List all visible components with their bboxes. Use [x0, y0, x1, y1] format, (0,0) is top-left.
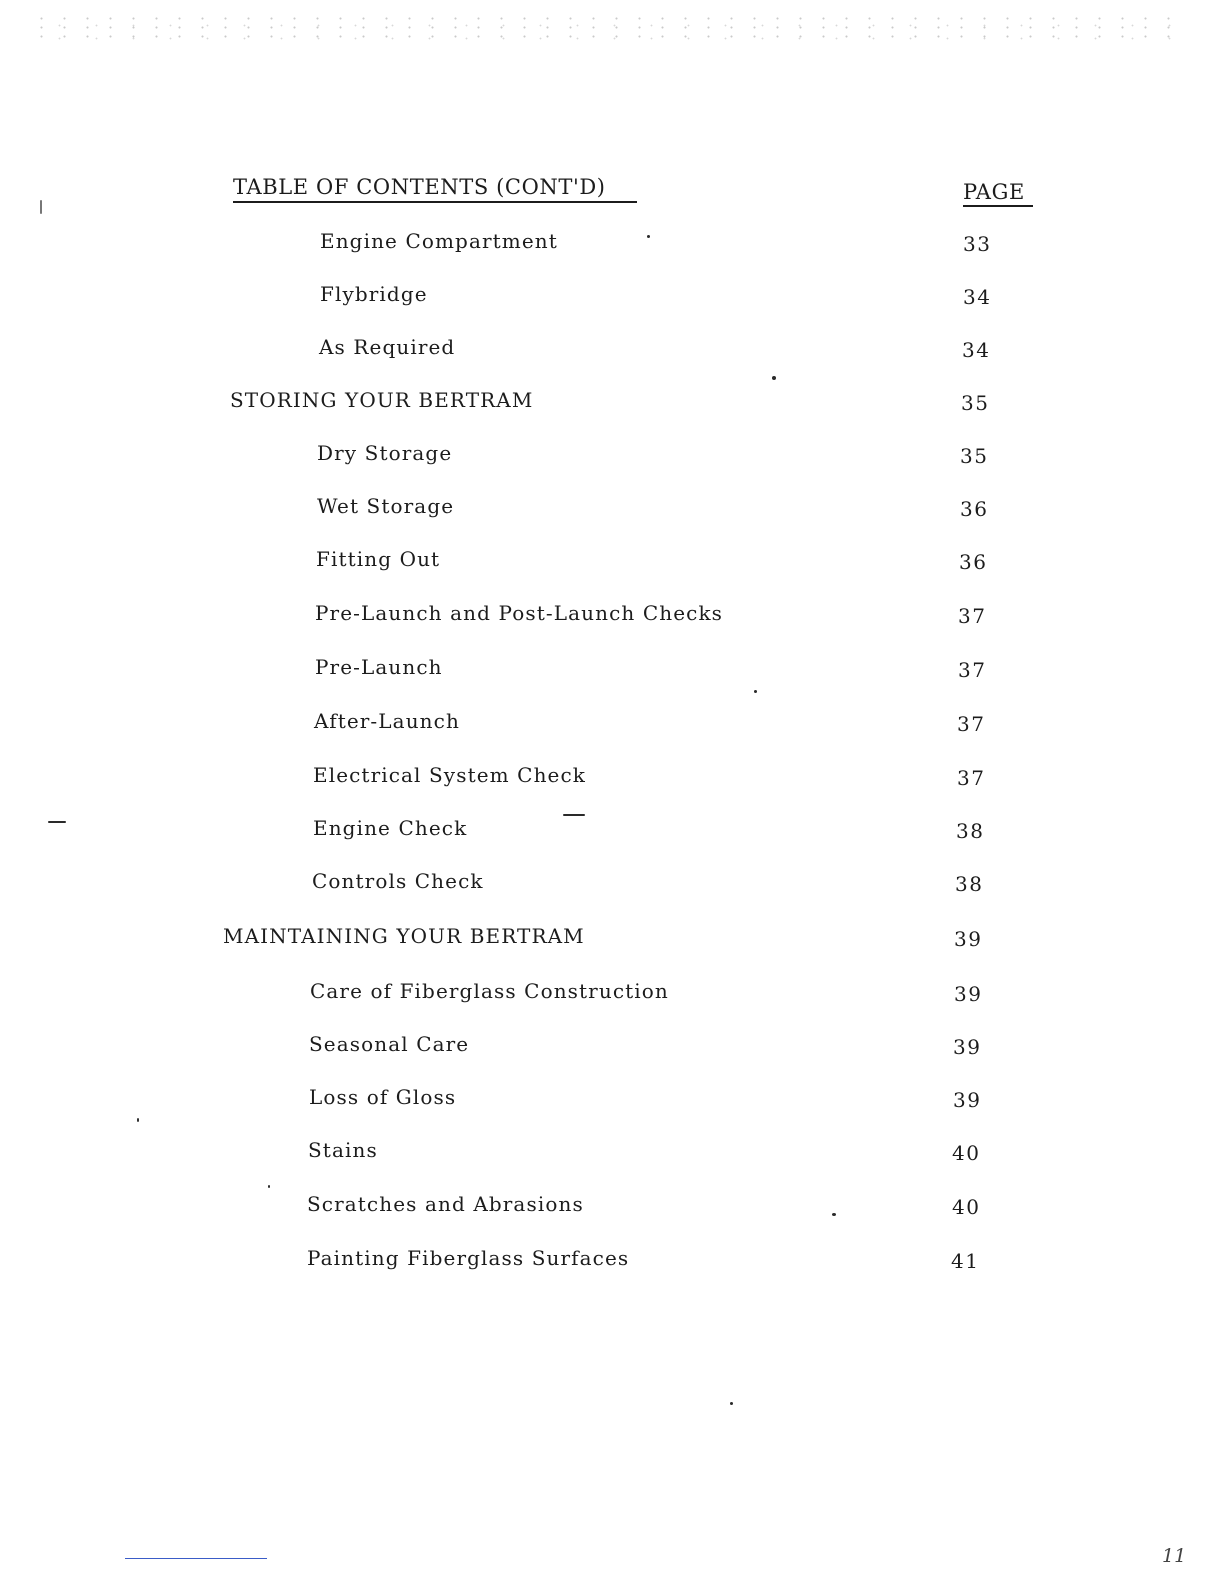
toc-entry: [0, 547, 1224, 577]
scan-speck: [137, 1118, 139, 1122]
toc-entry-page: 41: [951, 1249, 980, 1273]
toc-entry: [0, 816, 1224, 846]
page-column-underline: [963, 205, 1033, 207]
toc-entry-page: 40: [952, 1195, 981, 1219]
toc-entry-page: 33: [963, 232, 992, 256]
scan-speck: [563, 814, 585, 816]
toc-entry: [0, 441, 1224, 471]
toc-entry-page: 39: [953, 1088, 982, 1112]
toc-entry: [0, 869, 1224, 899]
toc-entry: [0, 1246, 1224, 1276]
toc-entry-title: Fitting Out: [316, 547, 441, 571]
toc-entry-title: Loss of Gloss: [309, 1085, 457, 1109]
scan-speck: [40, 200, 42, 214]
toc-entry-title: Painting Fiberglass Surfaces: [307, 1246, 630, 1270]
toc-entry: [0, 709, 1224, 739]
toc-entry-title: Electrical System Check: [313, 763, 587, 787]
scan-speck: [48, 821, 66, 823]
toc-entry: [0, 601, 1224, 631]
toc-entry-title: As Required: [319, 335, 456, 359]
toc-entry-title: Controls Check: [312, 869, 484, 893]
page-number-mark: 11: [1162, 1545, 1187, 1567]
toc-heading-underline: [233, 201, 637, 203]
toc-entry: [0, 1138, 1224, 1168]
toc-section-title: MAINTAINING YOUR BERTRAM: [223, 924, 585, 948]
toc-entry: [0, 335, 1224, 365]
toc-entry: [0, 1032, 1224, 1062]
toc-entry: [0, 494, 1224, 524]
page-column-heading: PAGE: [963, 180, 1025, 204]
toc-entry-page: 37: [958, 604, 987, 628]
toc-section-title: STORING YOUR BERTRAM: [230, 388, 534, 412]
footer-rule: [125, 1558, 267, 1559]
toc-entry-page: 34: [963, 285, 992, 309]
toc-entry: [0, 763, 1224, 793]
toc-heading: TABLE OF CONTENTS (CONT'D): [233, 175, 606, 199]
toc-entry-title: Engine Check: [313, 816, 468, 840]
toc-entry-page: 37: [958, 658, 987, 682]
toc-entry-title: Wet Storage: [317, 494, 455, 518]
toc-entry-title: Seasonal Care: [309, 1032, 470, 1056]
toc-entry: [0, 1192, 1224, 1222]
toc-entry: [0, 282, 1224, 312]
toc-entry-page: 37: [957, 712, 986, 736]
scan-speck: [832, 1213, 836, 1216]
scan-speck: [647, 235, 650, 238]
toc-entry-title: Dry Storage: [317, 441, 453, 465]
scan-speck: [754, 690, 757, 693]
toc-entry: [0, 979, 1224, 1009]
scan-noise-band: [30, 14, 1190, 44]
toc-entry-page: 36: [959, 550, 988, 574]
toc-entry-page: 40: [952, 1141, 981, 1165]
toc-section-page: 39: [954, 927, 983, 951]
toc-section-page: 35: [961, 391, 990, 415]
toc-section: [0, 388, 1224, 418]
toc-entry: [0, 655, 1224, 685]
toc-entry-page: 39: [953, 1035, 982, 1059]
toc-entry-title: After-Launch: [314, 709, 460, 733]
toc-entry-page: 37: [957, 766, 986, 790]
toc-entry-page: 36: [960, 497, 989, 521]
toc-entry-title: Flybridge: [320, 282, 428, 306]
scan-speck: [268, 1185, 270, 1188]
toc-entry-page: 38: [956, 819, 985, 843]
toc-entry-title: Scratches and Abrasions: [307, 1192, 584, 1216]
toc-entry-title: Care of Fiberglass Construction: [310, 979, 669, 1003]
toc-entry: [0, 229, 1224, 259]
toc-entry-page: 39: [954, 982, 983, 1006]
toc-section: [0, 924, 1224, 954]
scan-speck: [730, 1402, 733, 1405]
toc-entry-page: 38: [955, 872, 984, 896]
toc-entry-title: Pre-Launch and Post-Launch Checks: [315, 601, 724, 625]
toc-entry: [0, 1085, 1224, 1115]
scan-speck: [772, 376, 776, 380]
toc-entry-title: Engine Compartment: [320, 229, 558, 253]
toc-entry-title: Stains: [308, 1138, 378, 1162]
toc-entry-page: 34: [962, 338, 991, 362]
toc-entry-page: 35: [960, 444, 989, 468]
toc-entry-title: Pre-Launch: [315, 655, 443, 679]
